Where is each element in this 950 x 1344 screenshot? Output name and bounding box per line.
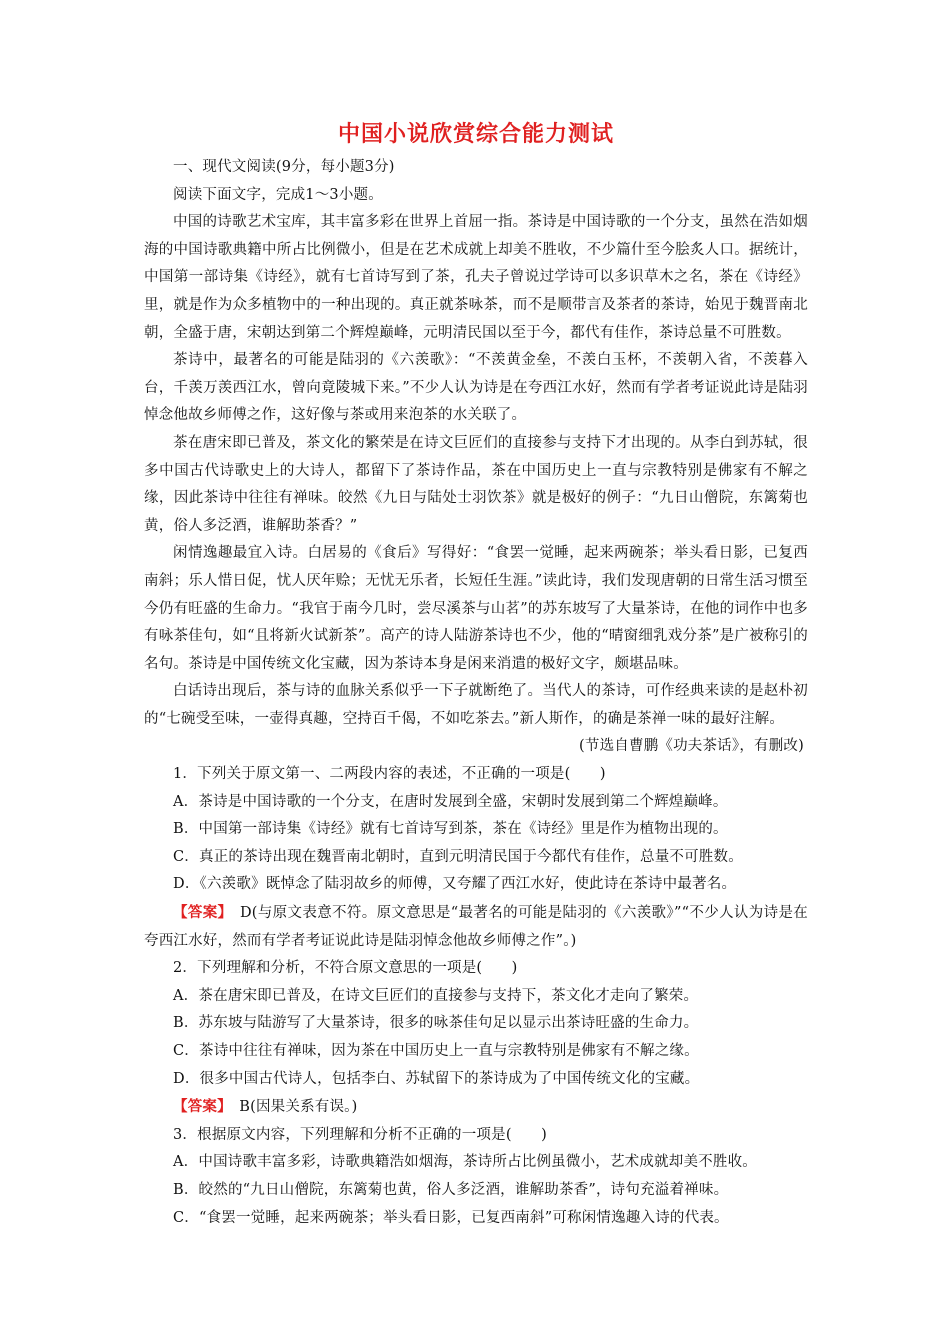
question-2-option-d: D．很多中国古代诗人，包括李白、苏轼留下的茶诗成为了中国传统文化的宝藏。 [173, 1070, 700, 1087]
question-1-option-b: B．中国第一部诗集《诗经》就有七首诗写到茶，茶在《诗经》里是作为植物出现的。 [173, 821, 728, 838]
passage-paragraph-4: 闲情逸趣最宜入诗。白居易的《食后》写得好：“食罢一觉睡，起来两碗茶；举头看日影，已复西南斜；乐人惜日促，忧人厌年赊；无忧无乐者，长短任生涯。”读此诗，我们发现唐朝的日常生活习惯至今仍有旺盛的生命力。“我官于南今几时，尝尽溪茶与山茗”的苏东坡写了大量茶诗，在他的词作中也多有咏茶佳句，如“且将新火试新茶”。高产的诗人陆游茶诗也不少，他的“晴窗细乳戏分茶”是广被称引的名句。茶诗是中国传统文化宝藏，因为茶诗本身是闲来消遣的极好文字，颇堪品味。 [144, 545, 808, 672]
question-3-option-b: B．皎然的“九日山僧院，东篱菊也黄，俗人多泛酒，谁解助茶香”，诗句充溢着禅味。 [173, 1181, 729, 1198]
passage-paragraph-2: 茶诗中，最著名的可能是陆羽的《六羡歌》：“不羡黄金垒，不羡白玉杯，不羡朝入省，不羡暮入台，千羡万羡西江水，曾向竟陵城下来。”不少人认为诗是在夸西江水好，然而有学者考证说此诗是陆羽悼念他故乡师傅之作，这好像与茶或用来泡茶的水关联了。 [144, 352, 808, 424]
passage-paragraph-3: 茶在唐宋即已普及，茶文化的繁荣是在诗文巨匠们的直接参与支持下才出现的。从李白到苏轼，很多中国古代诗歌史上的大诗人，都留下了茶诗作品，茶在中国历史上一直与宗教特别是佛家有不解之缘，因此茶诗中往往有禅味。皎然《九日与陆处士羽饮茶》就是极好的例子：“九日山僧院，东篱菊也黄，俗人多泛酒，谁解助茶香？” [144, 434, 808, 534]
question-1-option-d: D．《六羡歌》既悼念了陆羽故乡的师傅，又夸耀了西江水好，使此诗在茶诗中最著名。 [173, 876, 737, 893]
question-3-stem: 3．根据原文内容，下列理解和分析不正确的一项是( ) [173, 1126, 547, 1143]
question-1-option-a: A．茶诗是中国诗歌的一个分支，在唐时发展到全盛，宋朝时发展到第二个辉煌巅峰。 [173, 793, 728, 810]
question-2-stem: 2．下列理解和分析，不符合原文意思的一项是( ) [173, 960, 518, 977]
answer-text: D(与原文表意不符。原文意思是“最著名的可能是陆羽的《六羡歌》”“不少人认为诗是在夸西江水好，然而有学者考证说此诗是陆羽悼念他故乡师傅之作”。) [144, 905, 808, 949]
passage-paragraph-1: 中国的诗歌艺术宝库，其丰富多彩在世界上首屈一指。茶诗是中国诗歌的一个分支，虽然在浩如烟海的中国诗歌典籍中所占比例微小，但是在艺术成就上却美不胜收，不少篇什至今脍炙人口。据统计，中国第一部诗集《诗经》，就有七首诗写到了茶，孔夫子曾说过学诗可以多识草木之名，茶在《诗经》里，就是作为众多植物中的一种出现的。真正就茶咏茶，而不是顺带言及茶者的茶诗，始见于魏晋南北朝，全盛于唐，宋朝达到第二个辉煌巅峰，元明清民国以至于今，都代有佳作，茶诗总量不可胜数。 [144, 214, 808, 341]
answer-tag: 【答案】 [173, 1098, 225, 1116]
question-1-stem: 1．下列关于原文第一、二两段内容的表述，不正确的一项是( ) [173, 766, 606, 783]
document-page [144, 120, 808, 1232]
question-2-option-b: B．苏东坡与陆游写了大量茶诗，很多的咏茶佳句足以显示出茶诗旺盛的生命力。 [173, 1015, 699, 1032]
answer-text: B(因果关系有误。) [224, 1099, 358, 1116]
question-2-option-a: A．茶在唐宋即已普及，在诗文巨匠们的直接参与支持下，茶文化才走向了繁荣。 [173, 987, 699, 1004]
question-2-answer [144, 1093, 808, 1122]
passage-paragraph-5: 白话诗出现后，茶与诗的血脉关系似乎一下子就断绝了。当代人的茶诗，可作经典来读的是赵朴初的“七碗受至味，一壶得真趣，空持百千偈，不如吃茶去。”新人斯作，的确是茶禅一味的最好注解。 [144, 683, 808, 727]
question-1-answer [144, 899, 808, 955]
instruction: 阅读下面文字，完成1～3小题。 [173, 186, 383, 203]
page-title: 中国小说欣赏综合能力测试 [337, 122, 614, 147]
question-2-option-c: C．茶诗中往往有禅味，因为茶在中国历史上一直与宗教特别是佛家有不解之缘。 [173, 1043, 699, 1059]
answer-tag: 【答案】 [173, 904, 226, 922]
question-1-option-c: C．真正的茶诗出现在魏晋南北朝时，直到元明清民国于今都代有佳作，总量不可胜数。 [173, 848, 743, 865]
source-note: (节选自曹鹏《功夫茶话》，有删改) [579, 738, 804, 755]
question-3-option-a: A．中国诗歌丰富多彩，诗歌典籍浩如烟海，茶诗所占比例虽微小，艺术成就却美不胜收。 [173, 1154, 757, 1171]
question-3-option-c: C．“食罢一觉睡，起来两碗茶；举头看日影，已复西南斜”可称闲情逸趣入诗的代表。 [173, 1209, 729, 1226]
section-heading: 一、现代文阅读(9分，每小题3分) [173, 159, 395, 175]
